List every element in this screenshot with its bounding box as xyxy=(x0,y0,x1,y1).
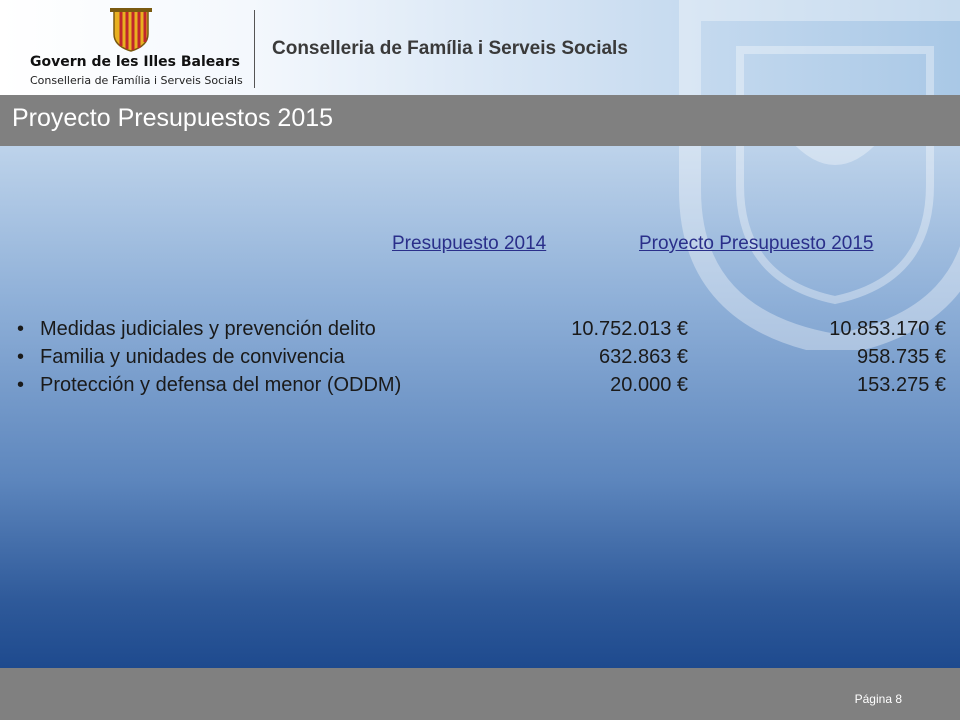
value-2015: 10.853.170 € xyxy=(829,318,946,340)
row-label: Protección y defensa del menor (ODDM) xyxy=(40,374,402,396)
value-2014: 632.863 € xyxy=(599,346,688,368)
government-logo xyxy=(30,8,243,90)
footer-bar xyxy=(0,668,960,720)
value-2015: 958.735 € xyxy=(857,346,946,368)
budget-row xyxy=(0,346,960,374)
budget-list xyxy=(0,318,960,402)
bullet-icon: • xyxy=(17,318,25,340)
bullet-icon: • xyxy=(17,346,25,368)
column-header-2015: Proyecto Presupuesto 2015 xyxy=(639,233,874,254)
balearic-shield-icon xyxy=(106,8,156,52)
budget-row xyxy=(0,318,960,346)
department-name: Conselleria de Família i Serveis Socials xyxy=(272,38,628,59)
value-2014: 20.000 € xyxy=(610,374,688,396)
title-bar xyxy=(0,95,960,146)
bullet-icon: • xyxy=(17,374,25,396)
coat-of-arms-watermark-icon xyxy=(670,0,960,350)
slide-title: Proyecto Presupuestos 2015 xyxy=(12,104,334,132)
row-label: Familia y unidades de convivencia xyxy=(40,346,345,368)
value-2015: 153.275 € xyxy=(857,374,946,396)
value-2014: 10.752.013 € xyxy=(571,318,688,340)
budget-row xyxy=(0,374,960,402)
header xyxy=(0,0,960,95)
column-header-2014: Presupuesto 2014 xyxy=(392,233,547,254)
page-number: Página 8 xyxy=(854,692,902,706)
row-label: Medidas judiciales y prevención delito xyxy=(40,318,376,340)
header-divider xyxy=(254,10,255,88)
logo-subtitle: Conselleria de Família i Serveis Socials xyxy=(30,74,243,87)
logo-title: Govern de les Illes Balears xyxy=(30,54,240,70)
